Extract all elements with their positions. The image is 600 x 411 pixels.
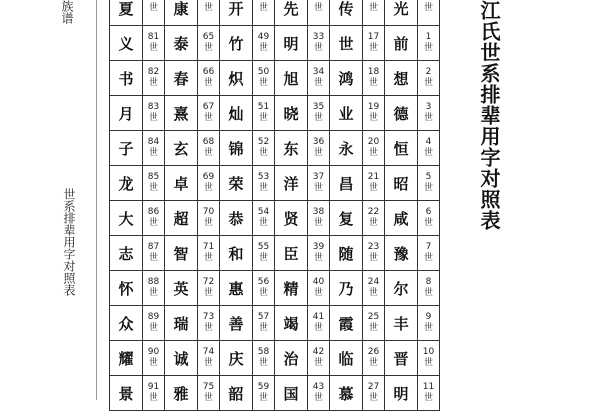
generation-number: 69 (202, 172, 215, 182)
generation-number: 72 (202, 277, 215, 287)
generation-label: 世 (148, 148, 158, 158)
generation-number: 84 (147, 137, 160, 147)
name-char-cell: 开 (220, 0, 253, 26)
generation-label: 世 (313, 148, 323, 158)
name-char-cell: 诚 (165, 341, 198, 376)
name-char-cell: 惠 (220, 271, 253, 306)
generation-number: 88 (147, 277, 160, 287)
generation-cell (308, 0, 330, 26)
generation-number: 6 (425, 207, 432, 217)
generation-label: 世 (313, 78, 323, 88)
generation-label: 世 (423, 358, 433, 368)
generation-label: 世 (258, 218, 268, 228)
table-row (110, 201, 440, 236)
generation-number: 74 (202, 347, 215, 357)
generation-cell (198, 271, 220, 306)
generation-number: 1 (425, 32, 432, 42)
generation-cell (363, 26, 385, 61)
name-char-cell: 荣 (220, 166, 253, 201)
generation-label: 世 (368, 253, 378, 263)
generation-number: 36 (312, 137, 325, 147)
generation-label: 世 (368, 218, 378, 228)
generation-cell (418, 26, 440, 61)
generation-cell (363, 306, 385, 341)
generation-number: 50 (257, 67, 270, 77)
generation-cell (198, 201, 220, 236)
generation-number: 33 (312, 32, 325, 42)
name-char-cell: 治 (275, 341, 308, 376)
side-label-top: 族谱 (60, 0, 74, 24)
name-char-cell: 想 (385, 61, 418, 96)
generation-label: 世 (313, 393, 323, 403)
generation-cell (418, 166, 440, 201)
generation-number: 55 (257, 242, 270, 252)
generation-cell (143, 0, 165, 26)
name-char-cell: 尔 (385, 271, 418, 306)
generation-cell (143, 201, 165, 236)
generation-label: 世 (423, 148, 433, 158)
generation-label: 世 (423, 2, 433, 13)
generation-cell (253, 236, 275, 271)
generation-number: 8 (425, 277, 432, 287)
generation-cell (363, 341, 385, 376)
generation-cell (253, 96, 275, 131)
generation-label: 世 (423, 113, 433, 123)
table-row (110, 271, 440, 306)
generation-number: 56 (257, 277, 270, 287)
name-char-cell: 贤 (275, 201, 308, 236)
table-row (110, 61, 440, 96)
name-char-cell: 临 (330, 341, 363, 376)
generation-label: 世 (148, 78, 158, 88)
generation-label: 世 (368, 2, 378, 13)
generation-label: 世 (368, 148, 378, 158)
generation-cell (363, 201, 385, 236)
generation-number: 35 (312, 102, 325, 112)
generation-number: 25 (367, 312, 380, 322)
generation-number: 83 (147, 102, 160, 112)
name-char-cell: 庆 (220, 341, 253, 376)
name-char-cell: 雅 (165, 376, 198, 411)
generation-number: 17 (367, 32, 380, 42)
generation-cell (308, 236, 330, 271)
generation-cell (418, 0, 440, 26)
generation-number: 89 (147, 312, 160, 322)
name-char-cell: 灿 (220, 96, 253, 131)
generation-cell (418, 61, 440, 96)
name-char-cell: 韶 (220, 376, 253, 411)
generation-cell (308, 376, 330, 411)
side-label: 世系排辈用字对照表 (62, 188, 76, 296)
generation-number: 39 (312, 242, 325, 252)
name-char-cell: 明 (385, 376, 418, 411)
generation-label: 世 (423, 323, 433, 333)
name-char-cell: 晓 (275, 96, 308, 131)
generation-label: 世 (258, 323, 268, 333)
name-char-cell: 月 (110, 96, 143, 131)
name-char-cell: 义 (110, 26, 143, 61)
generation-number: 21 (367, 172, 380, 182)
generation-number: 70 (202, 207, 215, 217)
generation-cell (418, 236, 440, 271)
generation-cell (143, 61, 165, 96)
name-char-cell: 业 (330, 96, 363, 131)
generation-number: 22 (367, 207, 380, 217)
generation-cell (253, 341, 275, 376)
name-char-cell: 熹 (165, 96, 198, 131)
name-char-cell: 慕 (330, 376, 363, 411)
generation-label: 世 (313, 288, 323, 298)
generation-label: 世 (368, 43, 378, 53)
generation-number: 66 (202, 67, 215, 77)
generation-label: 世 (203, 323, 213, 333)
generation-cell (253, 201, 275, 236)
name-char-cell: 大 (110, 201, 143, 236)
generation-cell (198, 376, 220, 411)
generation-label: 世 (258, 253, 268, 263)
generation-number: 81 (147, 32, 160, 42)
generation-label: 世 (203, 2, 213, 13)
generation-cell (143, 341, 165, 376)
name-char-cell: 耀 (110, 341, 143, 376)
generation-label: 世 (423, 43, 433, 53)
generation-cell (418, 131, 440, 166)
generation-cell (308, 131, 330, 166)
generation-label: 世 (203, 78, 213, 88)
name-char-cell: 景 (110, 376, 143, 411)
generation-number: 26 (367, 347, 380, 357)
name-char-cell: 乃 (330, 271, 363, 306)
generation-cell (198, 306, 220, 341)
generation-number: 18 (367, 67, 380, 77)
generation-number: 86 (147, 207, 160, 217)
generation-cell (363, 61, 385, 96)
generation-number: 5 (425, 172, 432, 182)
table-row (110, 131, 440, 166)
generation-label: 世 (313, 183, 323, 193)
generation-number: 58 (257, 347, 270, 357)
name-char-cell: 志 (110, 236, 143, 271)
name-char-cell: 竭 (275, 306, 308, 341)
name-char-cell: 竹 (220, 26, 253, 61)
generation-label: 世 (203, 148, 213, 158)
generation-label: 世 (313, 43, 323, 53)
generation-label: 世 (368, 113, 378, 123)
generation-cell (363, 166, 385, 201)
generation-cell (363, 271, 385, 306)
generation-label: 世 (368, 288, 378, 298)
generation-label: 世 (148, 393, 158, 403)
generation-label: 世 (313, 2, 323, 13)
table-row (110, 236, 440, 271)
name-char-cell: 晋 (385, 341, 418, 376)
generation-number: 20 (367, 137, 380, 147)
page-title: 江氏世系排辈用字对照表 (477, 0, 501, 231)
generation-number: 43 (312, 382, 325, 392)
margin-line (96, 0, 97, 400)
name-char-cell: 臣 (275, 236, 308, 271)
name-char-cell: 前 (385, 26, 418, 61)
name-char-cell: 锦 (220, 131, 253, 166)
name-char-cell: 智 (165, 236, 198, 271)
generation-cell (143, 96, 165, 131)
generation-number: 90 (147, 347, 160, 357)
generation-label: 世 (148, 43, 158, 53)
generation-cell (363, 236, 385, 271)
generation-number: 2 (425, 67, 432, 77)
generation-cell (253, 26, 275, 61)
generation-number: 73 (202, 312, 215, 322)
generation-label: 世 (148, 253, 158, 263)
name-char-cell: 德 (385, 96, 418, 131)
generation-cell (253, 271, 275, 306)
name-char-cell: 永 (330, 131, 363, 166)
generation-cell (143, 376, 165, 411)
generation-label: 世 (313, 323, 323, 333)
generation-number: 7 (425, 242, 432, 252)
generation-label: 世 (313, 253, 323, 263)
generation-number: 38 (312, 207, 325, 217)
name-char-cell: 明 (275, 26, 308, 61)
name-char-cell: 卓 (165, 166, 198, 201)
generation-label: 世 (258, 288, 268, 298)
name-char-cell: 炽 (220, 61, 253, 96)
generation-label: 世 (148, 288, 158, 298)
generation-cell (308, 271, 330, 306)
name-char-cell: 泰 (165, 26, 198, 61)
generation-label: 世 (203, 218, 213, 228)
generation-cell (198, 96, 220, 131)
generation-cell (198, 341, 220, 376)
generation-number: 37 (312, 172, 325, 182)
generation-label: 世 (368, 393, 378, 403)
generation-cell (363, 96, 385, 131)
name-char-cell: 书 (110, 61, 143, 96)
generation-label: 世 (423, 393, 433, 403)
generation-cell (253, 376, 275, 411)
generation-cell (308, 341, 330, 376)
generation-cell (308, 306, 330, 341)
generation-label: 世 (203, 288, 213, 298)
name-char-cell: 霞 (330, 306, 363, 341)
generation-cell (198, 131, 220, 166)
name-char-cell: 复 (330, 201, 363, 236)
name-char-cell: 咸 (385, 201, 418, 236)
table-row (110, 376, 440, 411)
generation-cell (143, 236, 165, 271)
generation-number: 9 (425, 312, 432, 322)
generation-number: 34 (312, 67, 325, 77)
generation-cell (418, 341, 440, 376)
generation-label: 世 (258, 113, 268, 123)
generation-number: 85 (147, 172, 160, 182)
generation-number: 19 (367, 102, 380, 112)
generation-cell (198, 61, 220, 96)
generation-cell (418, 306, 440, 341)
generation-cell (363, 0, 385, 26)
generation-label: 世 (313, 358, 323, 368)
generation-cell (253, 306, 275, 341)
generation-number: 68 (202, 137, 215, 147)
generation-cell (143, 26, 165, 61)
generation-number: 4 (425, 137, 432, 147)
generation-label: 世 (258, 2, 268, 13)
generation-cell (198, 26, 220, 61)
generation-number: 71 (202, 242, 215, 252)
generation-number: 41 (312, 312, 325, 322)
name-char-cell: 夏 (110, 0, 143, 26)
generation-label: 世 (203, 358, 213, 368)
name-char-cell: 善 (220, 306, 253, 341)
generation-number: 82 (147, 67, 160, 77)
name-char-cell: 恒 (385, 131, 418, 166)
generation-cell (253, 166, 275, 201)
generation-cell (308, 201, 330, 236)
generation-label: 世 (203, 253, 213, 263)
name-char-cell: 先 (275, 0, 308, 26)
generation-label: 世 (148, 2, 158, 13)
generation-label: 世 (368, 78, 378, 88)
name-char-cell: 随 (330, 236, 363, 271)
table-row (110, 306, 440, 341)
generation-cell (363, 131, 385, 166)
generation-label: 世 (368, 183, 378, 193)
generation-cell (308, 61, 330, 96)
table-row (110, 96, 440, 131)
name-char-cell: 英 (165, 271, 198, 306)
generation-label: 世 (258, 43, 268, 53)
generation-label: 世 (258, 78, 268, 88)
generation-number: 27 (367, 382, 380, 392)
name-char-cell: 精 (275, 271, 308, 306)
generation-table (109, 0, 440, 411)
generation-number: 51 (257, 102, 270, 112)
generation-cell (308, 96, 330, 131)
generation-number: 57 (257, 312, 270, 322)
generation-number: 49 (257, 32, 270, 42)
table-row (110, 26, 440, 61)
name-char-cell: 和 (220, 236, 253, 271)
generation-number: 52 (257, 137, 270, 147)
generation-cell (418, 376, 440, 411)
generation-number: 87 (147, 242, 160, 252)
generation-cell (143, 166, 165, 201)
name-char-cell: 丰 (385, 306, 418, 341)
generation-number: 54 (257, 207, 270, 217)
generation-label: 世 (258, 183, 268, 193)
generation-number: 24 (367, 277, 380, 287)
name-char-cell: 传 (330, 0, 363, 26)
name-char-cell: 国 (275, 376, 308, 411)
name-char-cell: 旭 (275, 61, 308, 96)
name-char-cell: 昌 (330, 166, 363, 201)
name-char-cell: 东 (275, 131, 308, 166)
generation-number: 10 (422, 347, 435, 357)
generation-number: 53 (257, 172, 270, 182)
generation-label: 世 (423, 288, 433, 298)
generation-label: 世 (368, 358, 378, 368)
name-char-cell: 豫 (385, 236, 418, 271)
generation-label: 世 (203, 113, 213, 123)
generation-cell (418, 96, 440, 131)
generation-number: 23 (367, 242, 380, 252)
name-char-cell: 众 (110, 306, 143, 341)
generation-cell (143, 131, 165, 166)
generation-label: 世 (148, 113, 158, 123)
generation-label: 世 (203, 183, 213, 193)
name-char-cell: 龙 (110, 166, 143, 201)
generation-cell (198, 166, 220, 201)
generation-number: 65 (202, 32, 215, 42)
generation-cell (363, 376, 385, 411)
generation-label: 世 (423, 183, 433, 193)
name-char-cell: 玄 (165, 131, 198, 166)
generation-cell (143, 271, 165, 306)
generation-cell (198, 236, 220, 271)
generation-number: 75 (202, 382, 215, 392)
generation-label: 世 (148, 358, 158, 368)
table-row (110, 341, 440, 376)
name-char-cell: 洋 (275, 166, 308, 201)
generation-label: 世 (258, 393, 268, 403)
generation-label: 世 (258, 148, 268, 158)
generation-label: 世 (423, 253, 433, 263)
generation-label: 世 (258, 358, 268, 368)
generation-number: 3 (425, 102, 432, 112)
generation-label: 世 (313, 113, 323, 123)
generation-label: 世 (148, 183, 158, 193)
generation-label: 世 (313, 218, 323, 228)
generation-number: 42 (312, 347, 325, 357)
name-char-cell: 光 (385, 0, 418, 26)
generation-cell (418, 201, 440, 236)
name-char-cell: 恭 (220, 201, 253, 236)
name-char-cell: 超 (165, 201, 198, 236)
generation-cell (308, 26, 330, 61)
generation-number: 67 (202, 102, 215, 112)
generation-label: 世 (148, 323, 158, 333)
name-char-cell: 康 (165, 0, 198, 26)
generation-label: 世 (203, 43, 213, 53)
name-char-cell: 鸿 (330, 61, 363, 96)
name-char-cell: 怀 (110, 271, 143, 306)
generation-cell (253, 61, 275, 96)
generation-number: 91 (147, 382, 160, 392)
name-char-cell: 瑞 (165, 306, 198, 341)
generation-cell (253, 0, 275, 26)
generation-cell (143, 306, 165, 341)
name-char-cell: 昭 (385, 166, 418, 201)
name-char-cell: 春 (165, 61, 198, 96)
name-char-cell: 世 (330, 26, 363, 61)
generation-label: 世 (368, 323, 378, 333)
generation-number: 11 (422, 382, 435, 392)
generation-cell (198, 0, 220, 26)
generation-label: 世 (423, 218, 433, 228)
generation-cell (418, 271, 440, 306)
table-row (110, 166, 440, 201)
generation-label: 世 (148, 218, 158, 228)
table-row (110, 0, 440, 26)
generation-number: 40 (312, 277, 325, 287)
generation-cell (253, 131, 275, 166)
generation-number: 59 (257, 382, 270, 392)
generation-label: 世 (423, 78, 433, 88)
generation-cell (308, 166, 330, 201)
generation-label: 世 (203, 393, 213, 403)
name-char-cell: 子 (110, 131, 143, 166)
